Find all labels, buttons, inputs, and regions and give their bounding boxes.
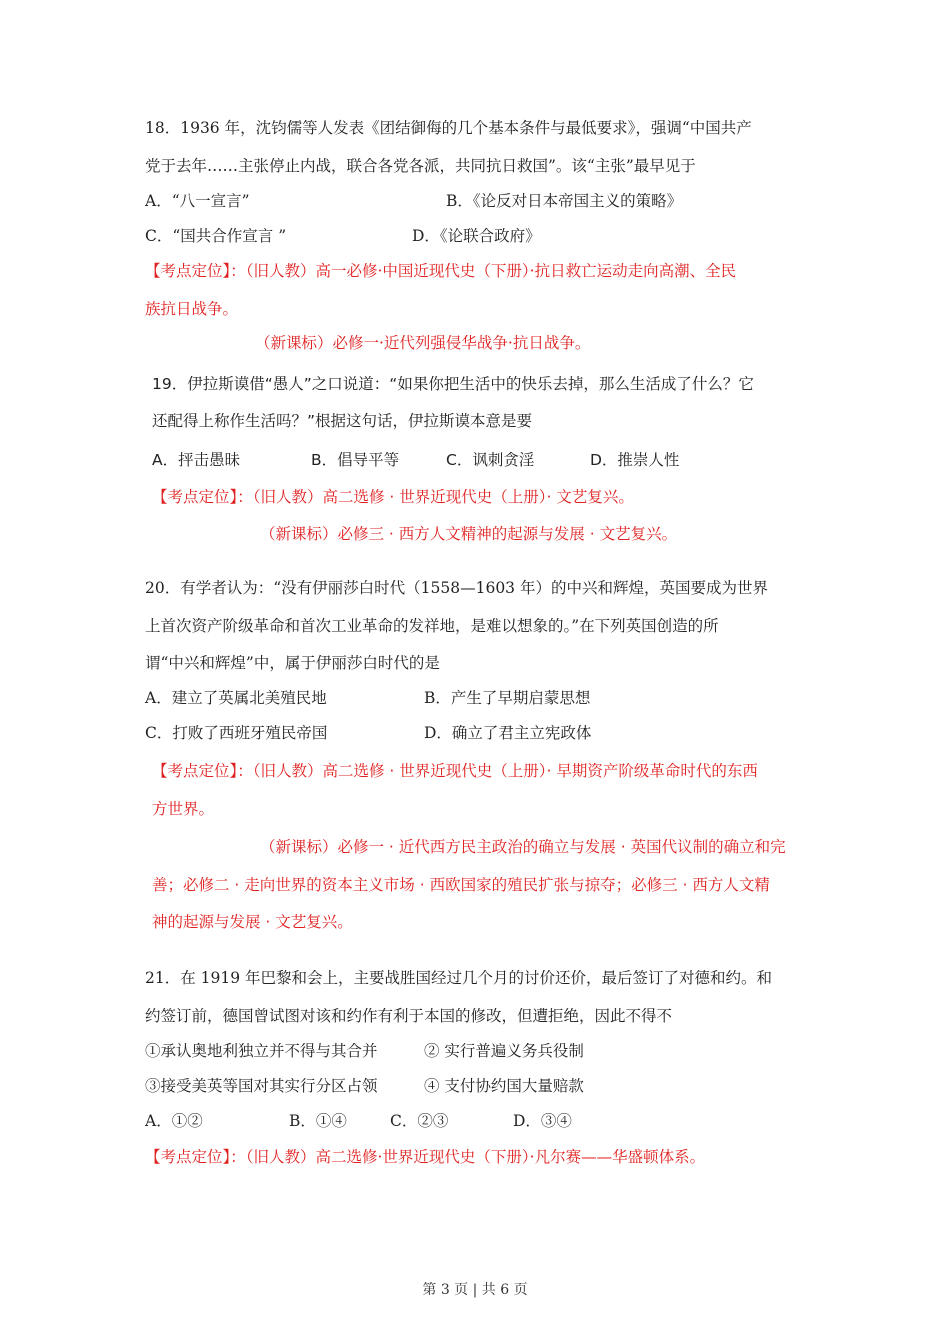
topic-note: （新课标）必修一 · 近代西方民主政治的确立与发展 · 英国代议制的确立和完: [260, 838, 786, 856]
option-a: A．①②: [145, 1112, 203, 1130]
option-d: D．确立了君主立宪政体: [424, 724, 592, 742]
topic-note: 族抗日战争。: [145, 300, 239, 318]
question-text: 还配得上称作生活吗？”根据这句话，伊拉斯谟本意是要: [152, 412, 533, 430]
topic-note: 【考点定位】：（旧人教）高二选修·世界近现代史（下册）·凡尔赛——华盛顿体系。: [145, 1148, 706, 1166]
option-b: B．产生了早期启蒙思想: [424, 689, 591, 707]
topic-note: 方世界。: [152, 800, 215, 818]
topic-note: （新课标）必修一·近代列强侵华战争·抗日战争。: [255, 334, 591, 352]
option-d: D．③④: [513, 1112, 572, 1130]
option-a: A．抨击愚昧: [152, 451, 241, 469]
question-text: 19．伊拉斯谟借“愚人”之口说道：“如果你把生活中的快乐去掉，那么生活成了什么？它: [152, 375, 754, 393]
topic-note: 【考点定位】：（旧人教）高一必修·中国近现代史（下册）·抗日救亡运动走向高潮、全民: [145, 262, 737, 280]
statement-item: ④ 支付协约国大量赔款: [424, 1077, 584, 1095]
question-text: 谓“中兴和辉煌”中，属于伊丽莎白时代的是: [145, 654, 440, 672]
question-text: 党于去年……主张停止内战，联合各党各派，共同抗日救国”。该“主张”最早见于: [145, 157, 696, 175]
option-a: A．建立了英属北美殖民地: [145, 689, 327, 707]
option-c: C．②③: [390, 1112, 449, 1130]
statement-item: ①承认奥地利独立并不得与其合并: [145, 1042, 378, 1060]
option-d: D．推崇人性: [590, 451, 680, 469]
topic-note: （新课标）必修三 · 西方人文精神的起源与发展 · 文艺复兴。: [260, 525, 678, 543]
question-text: 约签订前，德国曾试图对该和约作有利于本国的修改，但遭拒绝，因此不得不: [145, 1007, 673, 1025]
topic-note: 神的起源与发展 · 文艺复兴。: [152, 913, 353, 931]
option-c: C．讽刺贪淫: [446, 451, 535, 469]
statement-item: ③接受美英等国对其实行分区占领: [145, 1077, 378, 1095]
question-text: 上首次资产阶级革命和首次工业革命的发祥地，是难以想象的。”在下列英国创造的所: [145, 617, 719, 635]
statement-item: ② 实行普遍义务兵役制: [424, 1042, 584, 1060]
option-c: C．打败了西班牙殖民帝国: [145, 724, 328, 742]
option-d: D．《论联合政府》: [412, 227, 541, 245]
option-b: B．倡导平等: [311, 451, 400, 469]
question-text: 21．在 1919 年巴黎和会上，主要战胜国经过几个月的讨价还价，最后签订了对德和约。和: [145, 969, 773, 987]
option-b: B．《论反对日本帝国主义的策略》: [446, 192, 683, 210]
question-text: 18．1936 年，沈钧儒等人发表《团结御侮的几个基本条件与最低要求》，强调“中国共产: [145, 119, 752, 137]
topic-note: 善；必修二 · 走向世界的资本主义市场 · 西欧国家的殖民扩张与掠夺；必修三 · 西方人文精: [152, 876, 770, 894]
topic-note: 【考点定位】：（旧人教）高二选修 · 世界近现代史（上册）· 早期资产阶级革命时代的东西: [152, 762, 758, 780]
page-footer: 第 3 页 | 共 6 页: [422, 1282, 528, 1298]
topic-note: 【考点定位】：（旧人教）高二选修 · 世界近现代史（上册）· 文艺复兴。: [152, 488, 634, 506]
option-a: A．“八一宣言”: [145, 192, 250, 210]
question-text: 20．有学者认为：“没有伊丽莎白时代（1558—1603 年）的中兴和辉煌，英国要成为世界: [145, 579, 768, 597]
option-c: C．“国共合作宣言 ”: [145, 227, 287, 245]
option-b: B．①④: [289, 1112, 347, 1130]
